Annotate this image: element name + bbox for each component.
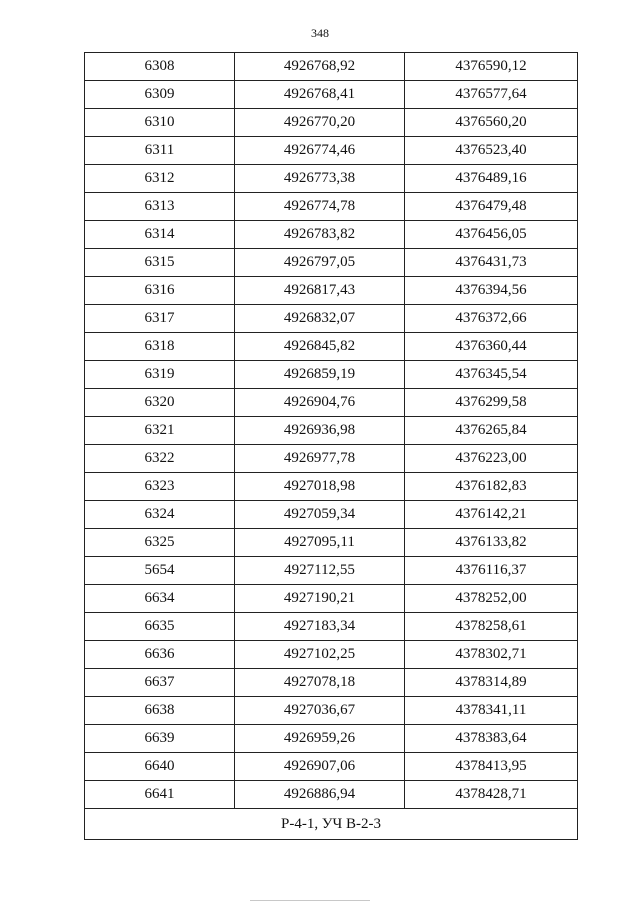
y-coordinate-cell: 4378341,11	[405, 697, 578, 725]
point-number-cell: 5654	[85, 557, 235, 585]
y-coordinate-cell: 4376345,54	[405, 361, 578, 389]
y-coordinate-cell: 4378314,89	[405, 669, 578, 697]
table-row	[85, 165, 578, 193]
point-number-cell: 6308	[85, 53, 235, 81]
y-coordinate-cell: 4376133,82	[405, 529, 578, 557]
x-coordinate-cell: 4927036,67	[235, 697, 405, 725]
table-row	[85, 81, 578, 109]
y-coordinate-cell: 4378252,00	[405, 585, 578, 613]
x-coordinate-cell: 4926774,46	[235, 137, 405, 165]
point-number-cell: 6314	[85, 221, 235, 249]
table-row	[85, 613, 578, 641]
x-coordinate-cell: 4926907,06	[235, 753, 405, 781]
x-coordinate-cell: 4927078,18	[235, 669, 405, 697]
y-coordinate-cell: 4378383,64	[405, 725, 578, 753]
table-row	[85, 697, 578, 725]
point-number-cell: 6635	[85, 613, 235, 641]
point-number-cell: 6641	[85, 781, 235, 809]
y-coordinate-cell: 4376456,05	[405, 221, 578, 249]
x-coordinate-cell: 4926774,78	[235, 193, 405, 221]
point-number-cell: 6315	[85, 249, 235, 277]
y-coordinate-cell: 4376590,12	[405, 53, 578, 81]
table-row	[85, 333, 578, 361]
x-coordinate-cell: 4926936,98	[235, 417, 405, 445]
x-coordinate-cell: 4926886,94	[235, 781, 405, 809]
table-row	[85, 389, 578, 417]
y-coordinate-cell: 4378428,71	[405, 781, 578, 809]
table-row	[85, 781, 578, 809]
x-coordinate-cell: 4926904,76	[235, 389, 405, 417]
point-number-cell: 6638	[85, 697, 235, 725]
x-coordinate-cell: 4927112,55	[235, 557, 405, 585]
y-coordinate-cell: 4376577,64	[405, 81, 578, 109]
table-row	[85, 501, 578, 529]
point-number-cell: 6319	[85, 361, 235, 389]
y-coordinate-cell: 4378413,95	[405, 753, 578, 781]
y-coordinate-cell: 4378302,71	[405, 641, 578, 669]
section-label: Р-4-1, УЧ В-2-3	[85, 809, 578, 840]
point-number-cell: 6317	[85, 305, 235, 333]
table-footer-row	[85, 809, 578, 840]
y-coordinate-cell: 4376479,48	[405, 193, 578, 221]
point-number-cell: 6309	[85, 81, 235, 109]
y-coordinate-cell: 4376360,44	[405, 333, 578, 361]
point-number-cell: 6322	[85, 445, 235, 473]
y-coordinate-cell: 4376560,20	[405, 109, 578, 137]
x-coordinate-cell: 4927190,21	[235, 585, 405, 613]
x-coordinate-cell: 4926817,43	[235, 277, 405, 305]
table-row	[85, 641, 578, 669]
point-number-cell: 6323	[85, 473, 235, 501]
x-coordinate-cell: 4926959,26	[235, 725, 405, 753]
y-coordinate-cell: 4376489,16	[405, 165, 578, 193]
y-coordinate-cell: 4376523,40	[405, 137, 578, 165]
table-row	[85, 725, 578, 753]
scan-artifact-line	[250, 900, 370, 901]
x-coordinate-cell: 4926797,05	[235, 249, 405, 277]
point-number-cell: 6637	[85, 669, 235, 697]
x-coordinate-cell: 4926845,82	[235, 333, 405, 361]
y-coordinate-cell: 4376372,66	[405, 305, 578, 333]
table-row	[85, 53, 578, 81]
y-coordinate-cell: 4376265,84	[405, 417, 578, 445]
table-row	[85, 445, 578, 473]
x-coordinate-cell: 4926773,38	[235, 165, 405, 193]
table-row	[85, 473, 578, 501]
point-number-cell: 6312	[85, 165, 235, 193]
point-number-cell: 6313	[85, 193, 235, 221]
y-coordinate-cell: 4376142,21	[405, 501, 578, 529]
point-number-cell: 6321	[85, 417, 235, 445]
point-number-cell: 6325	[85, 529, 235, 557]
table-row	[85, 109, 578, 137]
table-row	[85, 417, 578, 445]
x-coordinate-cell: 4926832,07	[235, 305, 405, 333]
point-number-cell: 6320	[85, 389, 235, 417]
x-coordinate-cell: 4927095,11	[235, 529, 405, 557]
table-row	[85, 753, 578, 781]
x-coordinate-cell: 4926859,19	[235, 361, 405, 389]
point-number-cell: 6634	[85, 585, 235, 613]
point-number-cell: 6324	[85, 501, 235, 529]
x-coordinate-cell: 4926783,82	[235, 221, 405, 249]
point-number-cell: 6640	[85, 753, 235, 781]
table-row	[85, 221, 578, 249]
table-row	[85, 529, 578, 557]
table-body	[85, 53, 578, 809]
table-row	[85, 361, 578, 389]
table-row	[85, 249, 578, 277]
point-number-cell: 6311	[85, 137, 235, 165]
y-coordinate-cell: 4376223,00	[405, 445, 578, 473]
point-number-cell: 6316	[85, 277, 235, 305]
x-coordinate-cell: 4927059,34	[235, 501, 405, 529]
x-coordinate-cell: 4926768,41	[235, 81, 405, 109]
y-coordinate-cell: 4376182,83	[405, 473, 578, 501]
x-coordinate-cell: 4926770,20	[235, 109, 405, 137]
x-coordinate-cell: 4926768,92	[235, 53, 405, 81]
table-row	[85, 669, 578, 697]
y-coordinate-cell: 4376116,37	[405, 557, 578, 585]
coordinates-table	[84, 52, 578, 840]
table-row	[85, 557, 578, 585]
y-coordinate-cell: 4378258,61	[405, 613, 578, 641]
x-coordinate-cell: 4927018,98	[235, 473, 405, 501]
table-row	[85, 193, 578, 221]
table-row	[85, 585, 578, 613]
table-row	[85, 277, 578, 305]
y-coordinate-cell: 4376394,56	[405, 277, 578, 305]
x-coordinate-cell: 4926977,78	[235, 445, 405, 473]
x-coordinate-cell: 4927102,25	[235, 641, 405, 669]
page-number: 348	[311, 26, 329, 40]
table-row	[85, 137, 578, 165]
y-coordinate-cell: 4376299,58	[405, 389, 578, 417]
point-number-cell: 6636	[85, 641, 235, 669]
table-row	[85, 305, 578, 333]
y-coordinate-cell: 4376431,73	[405, 249, 578, 277]
point-number-cell: 6318	[85, 333, 235, 361]
point-number-cell: 6310	[85, 109, 235, 137]
point-number-cell: 6639	[85, 725, 235, 753]
x-coordinate-cell: 4927183,34	[235, 613, 405, 641]
